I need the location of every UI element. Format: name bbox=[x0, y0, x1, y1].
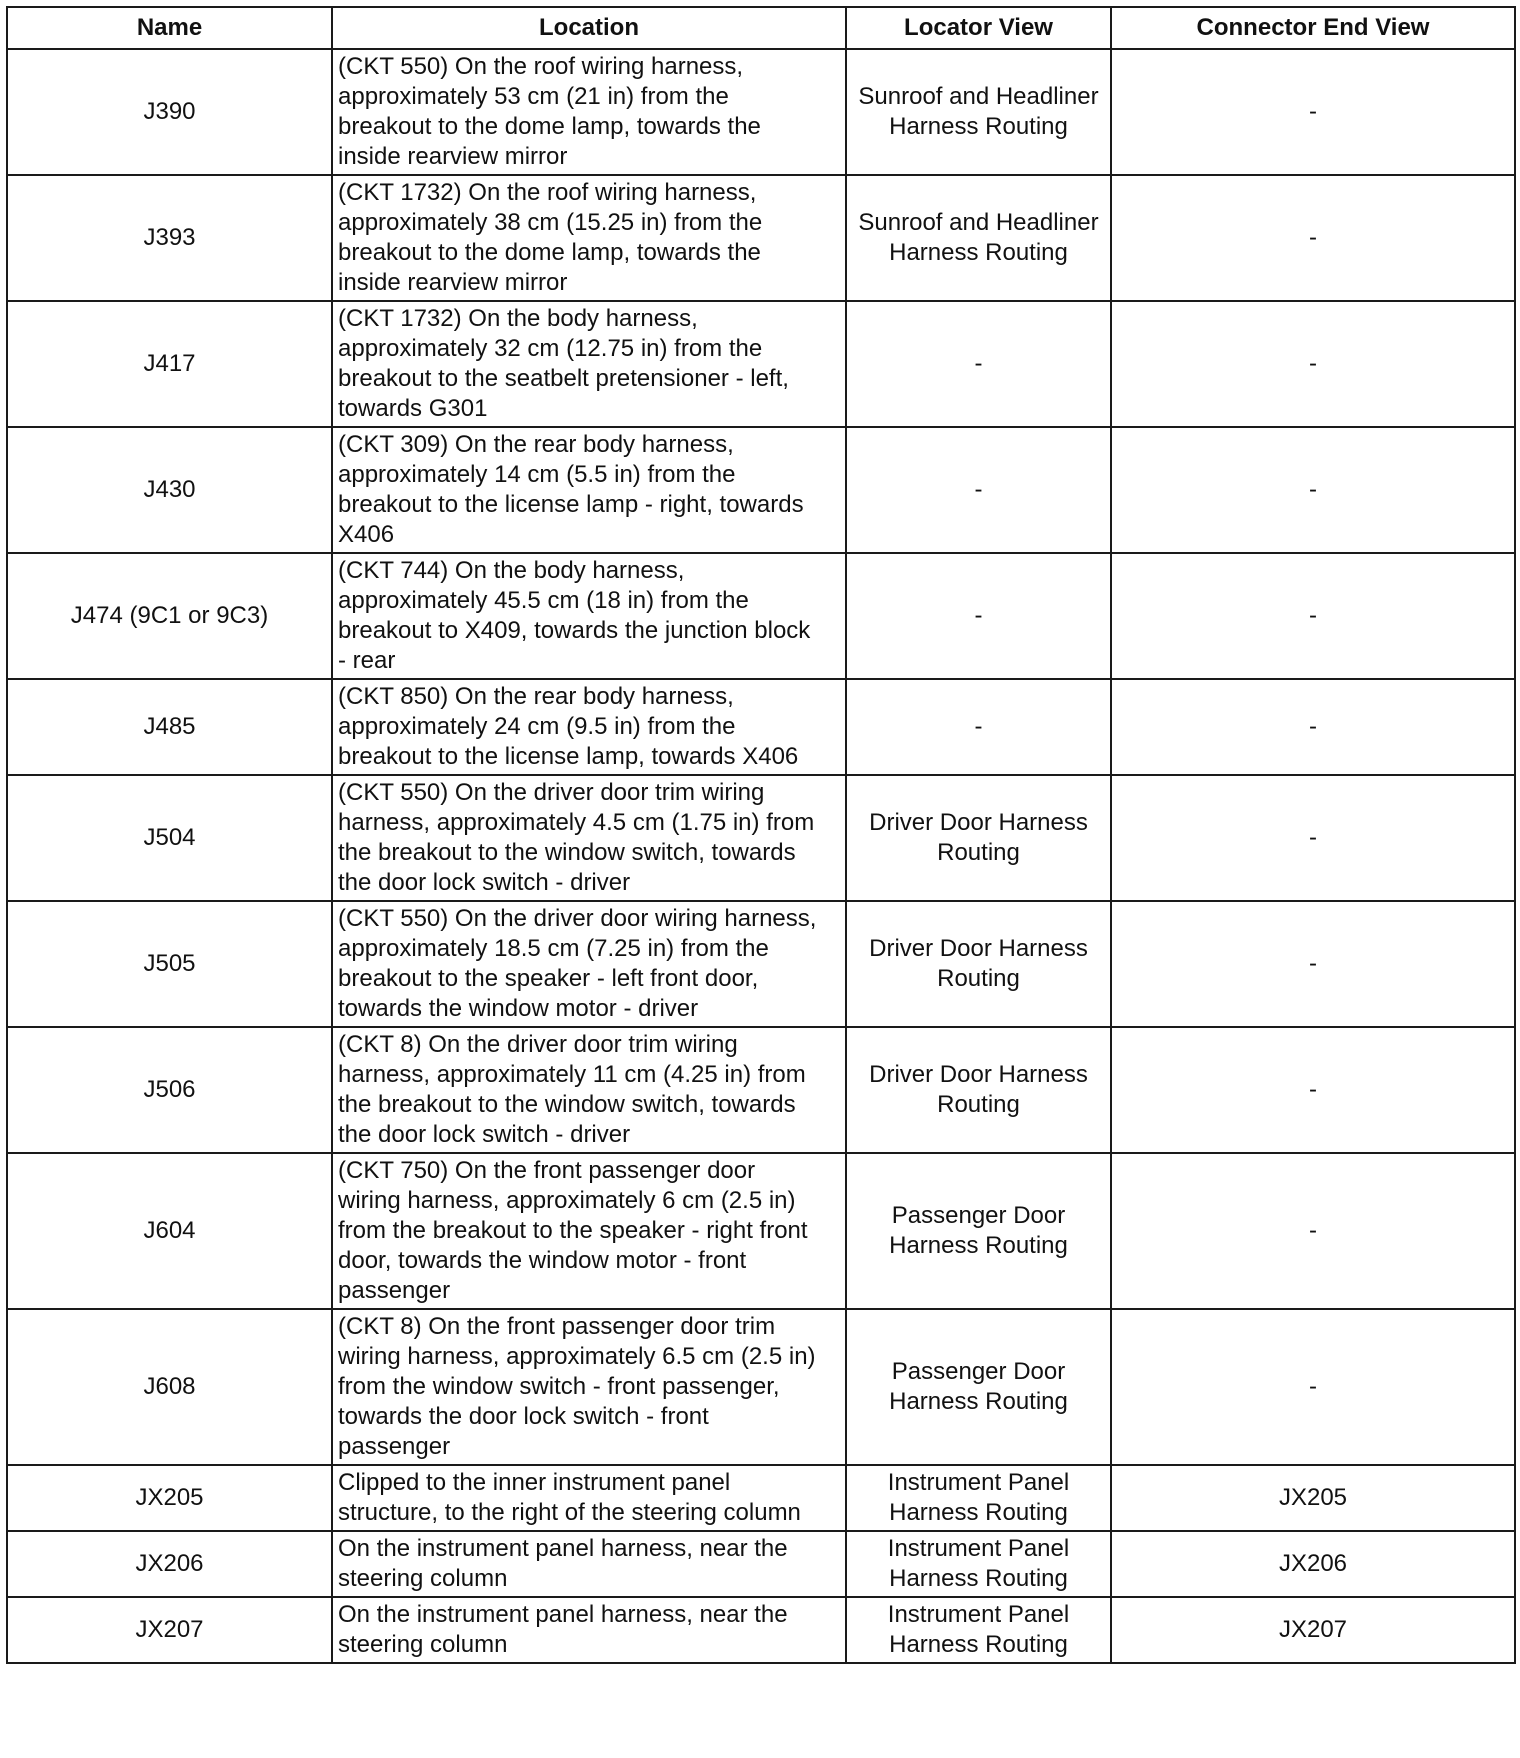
location-line: approximately 32 cm (12.75 in) from the bbox=[338, 335, 763, 362]
cell-locator-view bbox=[846, 901, 1111, 1027]
location-line: breakout to the dome lamp, towards the bbox=[338, 239, 761, 266]
location-line: (CKT 550) On the driver door wiring harness, bbox=[338, 905, 817, 932]
cell-name: J505 bbox=[7, 901, 332, 1027]
cell-name: J417 bbox=[7, 301, 332, 427]
location-line: (CKT 744) On the body harness, bbox=[338, 557, 685, 584]
location-line: (CKT 550) On the driver door trim wiring bbox=[338, 779, 765, 806]
cell-connector-end-view: - bbox=[1111, 1153, 1515, 1309]
cell-location bbox=[332, 679, 846, 775]
table-row bbox=[7, 427, 1515, 553]
cell-connector-end-view: - bbox=[1111, 679, 1515, 775]
cell-name: J504 bbox=[7, 775, 332, 901]
cell-locator-view bbox=[846, 775, 1111, 901]
table-row bbox=[7, 1531, 1515, 1597]
cell-name: JX205 bbox=[7, 1465, 332, 1531]
location-line: breakout to the license lamp - right, towards bbox=[338, 491, 804, 518]
locator-view-line: - bbox=[974, 713, 983, 740]
cell-name: J506 bbox=[7, 1027, 332, 1153]
cell-locator-view bbox=[846, 1597, 1111, 1663]
location-line: On the instrument panel harness, near the bbox=[338, 1601, 788, 1628]
cell-name: J474 (9C1 or 9C3) bbox=[7, 553, 332, 679]
locator-view-line: Routing bbox=[937, 839, 1020, 866]
locator-view-line: Driver Door Harness bbox=[869, 935, 1088, 962]
table-row bbox=[7, 1465, 1515, 1531]
table-row bbox=[7, 1153, 1515, 1309]
cell-locator-view bbox=[846, 1309, 1111, 1465]
cell-name: J604 bbox=[7, 1153, 332, 1309]
locator-view-line: Harness Routing bbox=[889, 1388, 1068, 1415]
location-line: (CKT 550) On the roof wiring harness, bbox=[338, 53, 744, 80]
cell-name: J608 bbox=[7, 1309, 332, 1465]
connector-table-container bbox=[6, 6, 1516, 1664]
cell-locator-view bbox=[846, 301, 1111, 427]
cell-location bbox=[332, 901, 846, 1027]
cell-locator-view bbox=[846, 1465, 1111, 1531]
cell-connector-end-view: - bbox=[1111, 49, 1515, 175]
locator-view-line: Instrument Panel bbox=[887, 1601, 1070, 1628]
table-row bbox=[7, 49, 1515, 175]
location-line: wiring harness, approximately 6.5 cm (2.5 in) bbox=[338, 1343, 816, 1370]
cell-name: J393 bbox=[7, 175, 332, 301]
location-line: approximately 38 cm (15.25 in) from the bbox=[338, 209, 763, 236]
locator-view-line: Harness Routing bbox=[889, 239, 1068, 266]
location-line: towards the door lock switch - front bbox=[338, 1403, 709, 1430]
cell-locator-view bbox=[846, 1027, 1111, 1153]
cell-location bbox=[332, 553, 846, 679]
location-line: harness, approximately 4.5 cm (1.75 in) from bbox=[338, 809, 815, 836]
cell-location bbox=[332, 427, 846, 553]
cell-location bbox=[332, 301, 846, 427]
location-line: (CKT 1732) On the roof wiring harness, bbox=[338, 179, 757, 206]
location-line: wiring harness, approximately 6 cm (2.5 in) bbox=[338, 1187, 796, 1214]
table-row bbox=[7, 553, 1515, 679]
locator-view-line: Instrument Panel bbox=[887, 1469, 1070, 1496]
cell-connector-end-view: JX206 bbox=[1111, 1531, 1515, 1597]
locator-view-line: Routing bbox=[937, 1091, 1020, 1118]
location-line: (CKT 8) On the front passenger door trim bbox=[338, 1313, 776, 1340]
location-line: X406 bbox=[338, 521, 395, 548]
location-line: passenger bbox=[338, 1277, 451, 1304]
location-line: (CKT 750) On the front passenger door bbox=[338, 1157, 756, 1184]
cell-connector-end-view: - bbox=[1111, 553, 1515, 679]
location-line: breakout to the dome lamp, towards the bbox=[338, 113, 761, 140]
header-name: Name bbox=[7, 7, 332, 49]
locator-view-line: Harness Routing bbox=[889, 1565, 1068, 1592]
header-connector-end-view: Connector End View bbox=[1111, 7, 1515, 49]
cell-connector-end-view: - bbox=[1111, 901, 1515, 1027]
cell-connector-end-view: - bbox=[1111, 775, 1515, 901]
locator-view-line: Harness Routing bbox=[889, 1631, 1068, 1658]
location-line: the breakout to the window switch, towards bbox=[338, 839, 796, 866]
location-line: (CKT 850) On the rear body harness, bbox=[338, 683, 734, 710]
table-row bbox=[7, 175, 1515, 301]
table-header-row bbox=[7, 7, 1515, 49]
location-line: breakout to the license lamp, towards X406 bbox=[338, 743, 799, 770]
locator-view-line: Instrument Panel bbox=[887, 1535, 1070, 1562]
cell-locator-view bbox=[846, 175, 1111, 301]
locator-view-line: Passenger Door bbox=[891, 1358, 1066, 1385]
table-row bbox=[7, 1027, 1515, 1153]
location-line: inside rearview mirror bbox=[338, 143, 568, 170]
table-row bbox=[7, 901, 1515, 1027]
cell-name: JX207 bbox=[7, 1597, 332, 1663]
table-row bbox=[7, 1309, 1515, 1465]
connector-location-table bbox=[6, 6, 1516, 1664]
location-line: (CKT 8) On the driver door trim wiring bbox=[338, 1031, 738, 1058]
location-line: breakout to the speaker - left front door, bbox=[338, 965, 759, 992]
cell-name: J485 bbox=[7, 679, 332, 775]
cell-location bbox=[332, 49, 846, 175]
cell-connector-end-view: - bbox=[1111, 1309, 1515, 1465]
table-row bbox=[7, 679, 1515, 775]
cell-connector-end-view: - bbox=[1111, 427, 1515, 553]
locator-view-line: Passenger Door bbox=[891, 1202, 1066, 1229]
locator-view-line: Driver Door Harness bbox=[869, 809, 1088, 836]
cell-location bbox=[332, 1309, 846, 1465]
location-line: breakout to X409, towards the junction block bbox=[338, 617, 811, 644]
table-row bbox=[7, 775, 1515, 901]
location-line: On the instrument panel harness, near the bbox=[338, 1535, 788, 1562]
locator-view-line: Routing bbox=[937, 965, 1020, 992]
cell-location bbox=[332, 175, 846, 301]
cell-location bbox=[332, 1153, 846, 1309]
cell-name: JX206 bbox=[7, 1531, 332, 1597]
locator-view-line: Harness Routing bbox=[889, 1232, 1068, 1259]
location-line: Clipped to the inner instrument panel bbox=[338, 1469, 731, 1496]
location-line: the door lock switch - driver bbox=[338, 1121, 631, 1148]
location-line: the door lock switch - driver bbox=[338, 869, 631, 896]
locator-view-line: Driver Door Harness bbox=[869, 1061, 1088, 1088]
location-line: from the breakout to the speaker - right front bbox=[338, 1217, 808, 1244]
location-line: approximately 24 cm (9.5 in) from the bbox=[338, 713, 736, 740]
cell-name: J390 bbox=[7, 49, 332, 175]
locator-view-line: Harness Routing bbox=[889, 1499, 1068, 1526]
location-line: steering column bbox=[338, 1565, 508, 1592]
location-line: the breakout to the window switch, towards bbox=[338, 1091, 796, 1118]
cell-name: J430 bbox=[7, 427, 332, 553]
table-body bbox=[7, 49, 1515, 1663]
cell-connector-end-view: - bbox=[1111, 301, 1515, 427]
cell-locator-view bbox=[846, 49, 1111, 175]
table-row bbox=[7, 1597, 1515, 1663]
location-line: (CKT 309) On the rear body harness, bbox=[338, 431, 734, 458]
cell-location bbox=[332, 1597, 846, 1663]
locator-view-line: - bbox=[974, 476, 983, 503]
location-line: - rear bbox=[338, 647, 396, 674]
cell-location bbox=[332, 1531, 846, 1597]
location-line: approximately 18.5 cm (7.25 in) from the bbox=[338, 935, 769, 962]
location-line: door, towards the window motor - front bbox=[338, 1247, 747, 1274]
locator-view-line: Sunroof and Headliner bbox=[858, 209, 1099, 236]
cell-locator-view bbox=[846, 427, 1111, 553]
location-line: steering column bbox=[338, 1631, 508, 1658]
location-line: structure, to the right of the steering column bbox=[338, 1499, 801, 1526]
cell-location bbox=[332, 775, 846, 901]
header-locator-view: Locator View bbox=[846, 7, 1111, 49]
location-line: breakout to the seatbelt pretensioner - left, bbox=[338, 365, 789, 392]
cell-locator-view bbox=[846, 679, 1111, 775]
location-line: inside rearview mirror bbox=[338, 269, 568, 296]
cell-location bbox=[332, 1027, 846, 1153]
cell-connector-end-view: - bbox=[1111, 175, 1515, 301]
location-line: (CKT 1732) On the body harness, bbox=[338, 305, 698, 332]
locator-view-line: - bbox=[974, 602, 983, 629]
locator-view-line: - bbox=[974, 350, 983, 377]
location-line: harness, approximately 11 cm (4.25 in) from bbox=[338, 1061, 806, 1088]
location-line: approximately 53 cm (21 in) from the bbox=[338, 83, 729, 110]
location-line: passenger bbox=[338, 1433, 451, 1460]
cell-connector-end-view: JX207 bbox=[1111, 1597, 1515, 1663]
locator-view-line: Sunroof and Headliner bbox=[858, 83, 1099, 110]
cell-locator-view bbox=[846, 1531, 1111, 1597]
cell-connector-end-view: - bbox=[1111, 1027, 1515, 1153]
location-line: towards G301 bbox=[338, 395, 488, 422]
location-line: approximately 14 cm (5.5 in) from the bbox=[338, 461, 736, 488]
location-line: approximately 45.5 cm (18 in) from the bbox=[338, 587, 749, 614]
locator-view-line: Harness Routing bbox=[889, 113, 1068, 140]
table-row bbox=[7, 301, 1515, 427]
header-location: Location bbox=[332, 7, 846, 49]
cell-locator-view bbox=[846, 553, 1111, 679]
location-line: towards the window motor - driver bbox=[338, 995, 699, 1022]
cell-location bbox=[332, 1465, 846, 1531]
cell-locator-view bbox=[846, 1153, 1111, 1309]
location-line: from the window switch - front passenger, bbox=[338, 1373, 780, 1400]
cell-connector-end-view: JX205 bbox=[1111, 1465, 1515, 1531]
